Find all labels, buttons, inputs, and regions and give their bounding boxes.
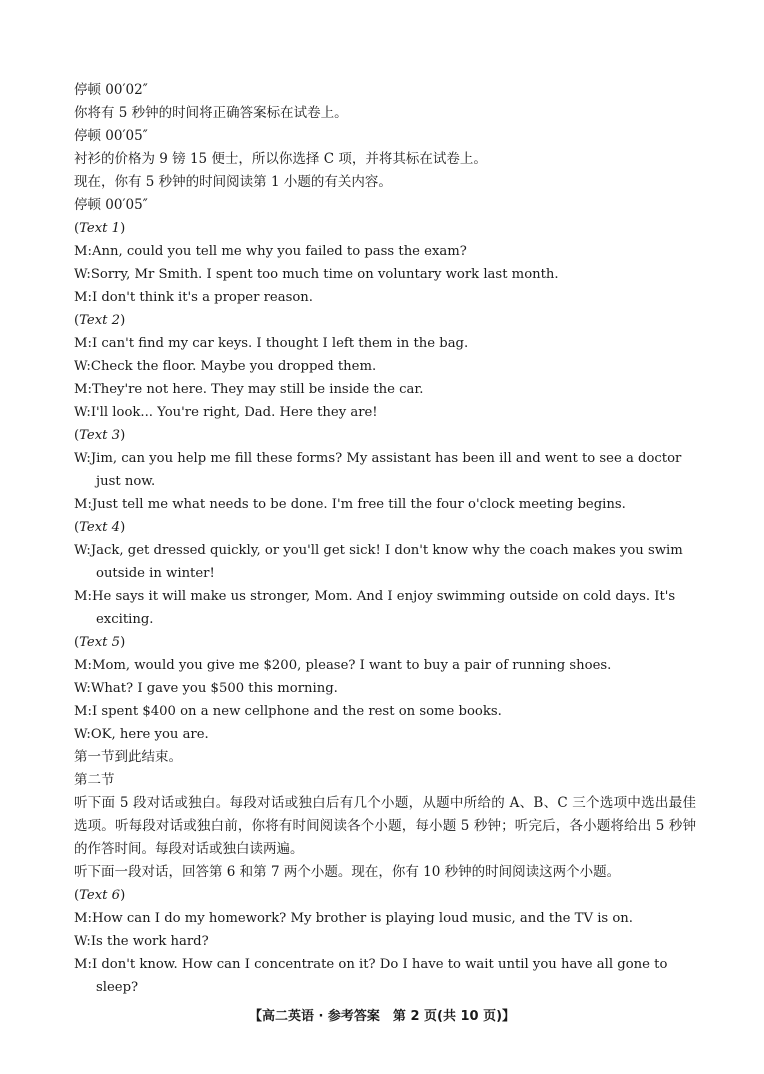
dialogue-line: M:I can't find my car keys. I thought I left them in the bag. [74,336,469,351]
dialogue-line: W:What? I gave you $500 this morning. [74,681,338,696]
dialogue-line: W:I'll look... You're right, Dad. Here they are! [74,405,378,420]
text-label: (Text 2) [74,313,126,328]
text-label: (Text 5) [74,635,126,650]
pause-line: 停顿 00′05″ [74,128,148,144]
dialogue-line: M:He says it will make us stronger, Mom. And I enjoy swimming outside on cold days. It's exciting. [74,589,676,627]
instruction-line: 你将有 5 秒钟的时间将正确答案标在试卷上。 [74,105,348,121]
instruction-line: 现在，你有 5 秒钟的时间阅读第 1 小题的有关内容。 [74,174,392,190]
dialogue-line: M:How can I do my homework? My brother is playing loud music, and the TV is on. [74,911,633,926]
dialogue-line: M:Mom, would you give me $200, please? I want to buy a pair of running shoes. [74,658,612,673]
section-instructions: 听下面 5 段对话或独白。每段对话或独白后有几个小题，从题中所给的 A、B、C 三个选项中选出最佳选项。听每段对话或独白前，你将有时间阅读各个小题，每小题 5 秒钟；听完后，各小题将给出 5 秒钟的作答时间。每段对话或独白读两遍。 [74,795,696,857]
pause-line: 停顿 00′02″ [74,82,148,98]
text-label: (Text 6) [74,888,126,903]
text-label: (Text 1) [74,221,126,236]
dialogue-line: M:Ann, could you tell me why you failed to pass the exam? [74,244,467,259]
dialogue-line: M:I spent $400 on a new cellphone and the rest on some books. [74,704,502,719]
dialogue-line: M:They're not here. They may still be inside the car. [74,382,424,397]
dialogue-line: W:Jack, get dressed quickly, or you'll get sick! I don't know why the coach makes you swim outside in winter! [74,543,683,581]
section-next-instruction: 听下面一段对话，回答第 6 和第 7 两个小题。现在，你有 10 秒钟的时间阅读这两个小题。 [74,864,621,880]
section-title: 第二节 [74,772,115,788]
text-label: (Text 3) [74,428,126,443]
section-end: 第一节到此结束。 [74,749,182,765]
example-answer-line: 衬衫的价格为 9 镑 15 便士，所以你选择 C 项，并将其标在试卷上。 [74,151,487,167]
page-footer: 【高二英语 · 参考答案 第 2 页(共 10 页)】 [248,1009,516,1024]
dialogue-line: M:I don't think it's a proper reason. [74,290,313,305]
dialogue-line: M:Just tell me what needs to be done. I'm free till the four o'clock meeting begins. [74,497,626,512]
pause-line: 停顿 00′05″ [74,197,148,213]
dialogue-line: W:Jim, can you help me fill these forms? My assistant has been ill and went to see a doctor just now. [74,451,682,489]
dialogue-line: W:Sorry, Mr Smith. I spent too much time on voluntary work last month. [74,267,559,282]
dialogue-line: W:Is the work hard? [74,934,209,949]
text-label: (Text 4) [74,520,126,535]
dialogue-line: W:Check the floor. Maybe you dropped them. [74,359,377,374]
page-content [74,79,696,999]
dialogue-line: W:OK, here you are. [74,727,209,742]
dialogue-line: M:I don't know. How can I concentrate on it? Do I have to wait until you have all gone to sleep? [74,957,668,995]
